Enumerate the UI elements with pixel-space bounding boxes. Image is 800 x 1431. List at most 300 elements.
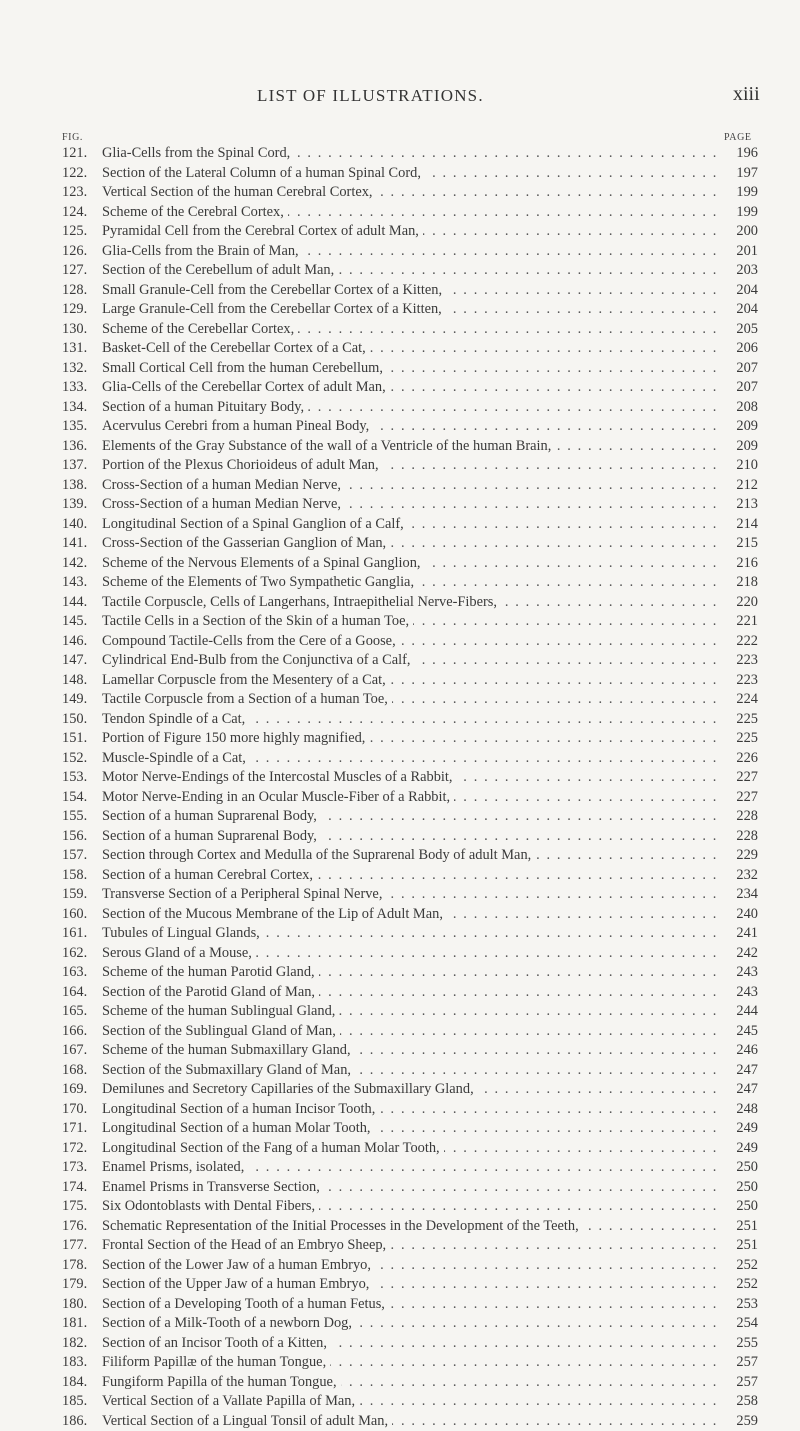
- list-item: [62, 788, 758, 808]
- figure-number: 183.: [62, 1353, 102, 1373]
- figure-page: 207: [724, 378, 758, 398]
- figure-caption-leader: [102, 378, 718, 398]
- figure-page: 244: [724, 1002, 758, 1022]
- figure-number: 140.: [62, 515, 102, 535]
- figure-caption: Section of a human Suprarenal Body,: [102, 808, 321, 824]
- figure-caption-leader: [102, 495, 718, 515]
- list-item: [62, 378, 758, 398]
- figure-caption-leader: [102, 573, 718, 593]
- figure-page: 228: [724, 827, 758, 847]
- figure-caption: Scheme of the human Parotid Gland,: [102, 964, 319, 980]
- figure-caption-leader: [102, 398, 718, 418]
- figure-number: 136.: [62, 437, 102, 457]
- figure-caption-leader: [102, 729, 718, 749]
- figure-page: 257: [724, 1353, 758, 1373]
- figure-caption: Section of a Milk-Tooth of a newborn Dog,: [102, 1315, 356, 1331]
- figure-caption: Tactile Corpuscle, Cells of Langerhans, Intraepithelial Nerve-Fibers,: [102, 594, 501, 610]
- figure-number: 184.: [62, 1373, 102, 1393]
- figure-caption-leader: [102, 963, 718, 983]
- figure-caption-leader: [102, 476, 718, 496]
- figure-number: 181.: [62, 1314, 102, 1334]
- list-item: [62, 612, 758, 632]
- list-item: [62, 281, 758, 301]
- figure-page: 214: [724, 515, 758, 535]
- figure-number: 124.: [62, 203, 102, 223]
- figure-caption: Longitudinal Section of a human Molar Tooth,: [102, 1120, 375, 1136]
- figure-caption: Section of the Mucous Membrane of the Lip of Adult Man,: [102, 906, 447, 922]
- figure-caption-leader: [102, 1178, 718, 1198]
- list-item: [62, 1178, 758, 1198]
- figure-number: 141.: [62, 534, 102, 554]
- figure-caption: Filiform Papillæ of the human Tongue,: [102, 1354, 330, 1370]
- figure-caption-leader: [102, 632, 718, 652]
- list-item: [62, 944, 758, 964]
- figure-number: 134.: [62, 398, 102, 418]
- figure-caption-leader: [102, 1275, 718, 1295]
- figure-caption: Tubules of Lingual Glands,: [102, 925, 264, 941]
- figure-caption-leader: [102, 515, 718, 535]
- figure-caption: Section through Cortex and Medulla of the Suprarenal Body of adult Man,: [102, 847, 535, 863]
- figure-page: 218: [724, 573, 758, 593]
- figure-number: 122.: [62, 164, 102, 184]
- figure-caption: Cross-Section of a human Median Nerve,: [102, 477, 345, 493]
- list-item: [62, 203, 758, 223]
- figure-caption: Elements of the Gray Substance of the wall of a Ventricle of the human Brain,: [102, 438, 555, 454]
- list-item: [62, 1275, 758, 1295]
- list-item: [62, 1041, 758, 1061]
- figure-page: 245: [724, 1022, 758, 1042]
- list-item: [62, 1295, 758, 1315]
- figure-caption: Enamel Prisms, isolated,: [102, 1159, 248, 1175]
- list-item: [62, 1256, 758, 1276]
- figure-page: 243: [724, 963, 758, 983]
- list-item: [62, 866, 758, 886]
- list-item: [62, 632, 758, 652]
- figure-page: 250: [724, 1197, 758, 1217]
- figure-number: 157.: [62, 846, 102, 866]
- figure-caption: Pyramidal Cell from the Cerebral Cortex of adult Man,: [102, 223, 423, 239]
- figure-page: 251: [724, 1236, 758, 1256]
- figure-number: 148.: [62, 671, 102, 691]
- figure-caption: Schematic Representation of the Initial Processes in the Development of the Teeth,: [102, 1218, 583, 1234]
- figure-number: 167.: [62, 1041, 102, 1061]
- figure-caption-leader: [102, 1353, 718, 1373]
- figure-caption: Lamellar Corpuscle from the Mesentery of a Cat,: [102, 672, 390, 688]
- figure-number: 179.: [62, 1275, 102, 1295]
- figure-caption: Large Granule-Cell from the Cerebellar Cortex of a Kitten,: [102, 301, 446, 317]
- figure-page: 208: [724, 398, 758, 418]
- figure-caption-leader: [102, 554, 718, 574]
- figure-number: 175.: [62, 1197, 102, 1217]
- figure-page: 221: [724, 612, 758, 632]
- figure-caption: Small Granule-Cell from the Cerebellar Cortex of a Kitten,: [102, 282, 446, 298]
- figure-caption: Tactile Cells in a Section of the Skin of a human Toe,: [102, 613, 413, 629]
- figure-number: 139.: [62, 495, 102, 515]
- figure-number: 185.: [62, 1392, 102, 1412]
- list-item: [62, 144, 758, 164]
- figure-page: 252: [724, 1275, 758, 1295]
- figure-number: 186.: [62, 1412, 102, 1431]
- figure-number: 162.: [62, 944, 102, 964]
- figure-caption-leader: [102, 300, 718, 320]
- list-item: [62, 242, 758, 262]
- figure-caption-leader: [102, 749, 718, 769]
- figure-caption: Vertical Section of a Vallate Papilla of Man,: [102, 1393, 359, 1409]
- figure-number: 131.: [62, 339, 102, 359]
- figure-caption: Cylindrical End-Bulb from the Conjunctiva of a Calf,: [102, 652, 415, 668]
- figure-caption-leader: [102, 1061, 718, 1081]
- figure-number: 146.: [62, 632, 102, 652]
- figure-number: 128.: [62, 281, 102, 301]
- figure-page: 255: [724, 1334, 758, 1354]
- figure-number: 151.: [62, 729, 102, 749]
- list-item: [62, 905, 758, 925]
- figure-caption: Glia-Cells from the Spinal Cord,: [102, 145, 294, 161]
- figure-caption: Longitudinal Section of the Fang of a human Molar Tooth,: [102, 1140, 444, 1156]
- list-item: [62, 983, 758, 1003]
- figure-caption-leader: [102, 905, 718, 925]
- figure-number: 155.: [62, 807, 102, 827]
- figure-caption-leader: [102, 222, 718, 242]
- figure-page: 251: [724, 1217, 758, 1237]
- figure-caption-leader: [102, 1197, 718, 1217]
- figure-number: 121.: [62, 144, 102, 164]
- figure-caption: Longitudinal Section of a Spinal Ganglion of a Calf,: [102, 516, 408, 532]
- list-item: [62, 768, 758, 788]
- figure-number: 135.: [62, 417, 102, 437]
- figure-page: 254: [724, 1314, 758, 1334]
- figure-caption-leader: [102, 866, 718, 886]
- figure-number: 182.: [62, 1334, 102, 1354]
- figure-caption: Basket-Cell of the Cerebellar Cortex of a Cat,: [102, 340, 370, 356]
- figure-caption-leader: [102, 827, 718, 847]
- figure-page: 250: [724, 1158, 758, 1178]
- figure-caption-leader: [102, 1295, 718, 1315]
- figure-caption-leader: [102, 1100, 718, 1120]
- figure-page: 199: [724, 203, 758, 223]
- figure-caption-leader: [102, 710, 718, 730]
- figure-caption-leader: [102, 417, 718, 437]
- figure-page: 204: [724, 300, 758, 320]
- figure-number: 125.: [62, 222, 102, 242]
- figure-caption: Section of the Sublingual Gland of Man,: [102, 1023, 340, 1039]
- figure-caption-leader: [102, 164, 718, 184]
- figure-caption-leader: [102, 593, 718, 613]
- figure-caption-leader: [102, 144, 718, 164]
- list-item: [62, 1392, 758, 1412]
- figure-caption: Serous Gland of a Mouse,: [102, 945, 256, 961]
- figure-number: 163.: [62, 963, 102, 983]
- figure-caption: Cross-Section of the Gasserian Ganglion of Man,: [102, 535, 390, 551]
- figure-page: 229: [724, 846, 758, 866]
- figure-page: 228: [724, 807, 758, 827]
- figure-page: 201: [724, 242, 758, 262]
- figure-page: 234: [724, 885, 758, 905]
- figure-caption: Longitudinal Section of a human Incisor Tooth,: [102, 1101, 379, 1117]
- list-item: [62, 1158, 758, 1178]
- figure-number: 144.: [62, 593, 102, 613]
- figure-number: 145.: [62, 612, 102, 632]
- figure-caption: Frontal Section of the Head of an Embryo Sheep,: [102, 1237, 390, 1253]
- figure-number: 166.: [62, 1022, 102, 1042]
- figure-caption-leader: [102, 671, 718, 691]
- list-item: [62, 300, 758, 320]
- figure-number: 180.: [62, 1295, 102, 1315]
- figure-number: 168.: [62, 1061, 102, 1081]
- list-item: [62, 476, 758, 496]
- figure-caption: Portion of the Plexus Chorioideus of adult Man,: [102, 457, 383, 473]
- list-item: [62, 398, 758, 418]
- figure-number: 137.: [62, 456, 102, 476]
- figure-page: 247: [724, 1061, 758, 1081]
- figure-caption: Section of the Lateral Column of a human Spinal Cord,: [102, 165, 425, 181]
- figure-caption-leader: [102, 1022, 718, 1042]
- list-item: [62, 534, 758, 554]
- figure-caption-leader: [102, 1217, 718, 1237]
- figure-number: 173.: [62, 1158, 102, 1178]
- figure-caption-leader: [102, 983, 718, 1003]
- figure-number: 153.: [62, 768, 102, 788]
- figure-caption-leader: [102, 320, 718, 340]
- figure-page: 209: [724, 437, 758, 457]
- list-item: [62, 164, 758, 184]
- figure-caption: Section of the Lower Jaw of a human Embryo,: [102, 1257, 375, 1273]
- figure-page: 213: [724, 495, 758, 515]
- page-column-label: PAGE: [724, 132, 752, 143]
- figure-page: 253: [724, 1295, 758, 1315]
- figure-page: 242: [724, 944, 758, 964]
- figure-caption-leader: [102, 788, 718, 808]
- figure-page: 205: [724, 320, 758, 340]
- figure-caption: Scheme of the Nervous Elements of a Spinal Ganglion,: [102, 555, 425, 571]
- figure-caption: Tactile Corpuscle from a Section of a human Toe,: [102, 691, 392, 707]
- figure-page: 241: [724, 924, 758, 944]
- figure-page: 199: [724, 183, 758, 203]
- figure-caption-leader: [102, 1412, 718, 1431]
- figure-number: 132.: [62, 359, 102, 379]
- figure-caption-leader: [102, 242, 718, 262]
- figure-caption: Motor Nerve-Ending in an Ocular Muscle-Fiber of a Rabbit,: [102, 789, 454, 805]
- figure-caption: Section of a human Cerebral Cortex,: [102, 867, 317, 883]
- figure-caption-leader: [102, 1139, 718, 1159]
- figure-page: 200: [724, 222, 758, 242]
- figure-page: 215: [724, 534, 758, 554]
- figure-page: 212: [724, 476, 758, 496]
- figure-caption: Vertical Section of a Lingual Tonsil of adult Man,: [102, 1413, 392, 1429]
- figure-caption-leader: [102, 924, 718, 944]
- list-item: [62, 885, 758, 905]
- figure-caption: Demilunes and Secretory Capillaries of the Submaxillary Gland,: [102, 1081, 478, 1097]
- figure-number: 126.: [62, 242, 102, 262]
- figure-caption-leader: [102, 1236, 718, 1256]
- figure-number: 178.: [62, 1256, 102, 1276]
- figure-number: 142.: [62, 554, 102, 574]
- list-item: [62, 963, 758, 983]
- figure-caption: Transverse Section of a Peripheral Spinal Nerve,: [102, 886, 386, 902]
- figure-page: 196: [724, 144, 758, 164]
- list-item: [62, 710, 758, 730]
- list-item: [62, 651, 758, 671]
- figure-caption: Cross-Section of a human Median Nerve,: [102, 496, 345, 512]
- list-item: [62, 339, 758, 359]
- figure-caption-leader: [102, 1373, 718, 1393]
- figure-number: 147.: [62, 651, 102, 671]
- figure-caption: Acervulus Cerebri from a human Pineal Body,: [102, 418, 373, 434]
- figure-caption-leader: [102, 359, 718, 379]
- list-item: [62, 1119, 758, 1139]
- figure-number: 171.: [62, 1119, 102, 1139]
- figure-page: 216: [724, 554, 758, 574]
- figure-number: 133.: [62, 378, 102, 398]
- figure-caption-leader: [102, 1119, 718, 1139]
- figure-page: 246: [724, 1041, 758, 1061]
- figure-page: 248: [724, 1100, 758, 1120]
- page-number: xiii: [733, 83, 760, 106]
- list-item: [62, 417, 758, 437]
- figure-number: 164.: [62, 983, 102, 1003]
- list-item: [62, 222, 758, 242]
- figure-caption: Section of a human Pituitary Body,: [102, 399, 308, 415]
- figure-caption-leader: [102, 768, 718, 788]
- figure-caption: Small Cortical Cell from the human Cerebellum,: [102, 360, 387, 376]
- figure-page: 250: [724, 1178, 758, 1198]
- figure-caption: Tendon Spindle of a Cat,: [102, 711, 249, 727]
- figure-caption: Section of the Cerebellum of adult Man,: [102, 262, 338, 278]
- list-item: [62, 749, 758, 769]
- figure-number: 159.: [62, 885, 102, 905]
- figure-number: 174.: [62, 1178, 102, 1198]
- figure-caption: Six Odontoblasts with Dental Fibers,: [102, 1198, 319, 1214]
- figure-number: 143.: [62, 573, 102, 593]
- list-item: [62, 593, 758, 613]
- figure-page: 224: [724, 690, 758, 710]
- list-item: [62, 1353, 758, 1373]
- figure-page: 197: [724, 164, 758, 184]
- list-item: [62, 183, 758, 203]
- figure-number: 158.: [62, 866, 102, 886]
- figure-caption-leader: [102, 1080, 718, 1100]
- list-item: [62, 807, 758, 827]
- figure-page: 243: [724, 983, 758, 1003]
- figure-caption: Section of the Upper Jaw of a human Embryo,: [102, 1276, 373, 1292]
- list-item: [62, 1412, 758, 1431]
- figure-caption-leader: [102, 281, 718, 301]
- list-item: [62, 359, 758, 379]
- figure-number: 170.: [62, 1100, 102, 1120]
- figure-number: 130.: [62, 320, 102, 340]
- figure-caption-leader: [102, 807, 718, 827]
- list-item: [62, 456, 758, 476]
- figure-number: 172.: [62, 1139, 102, 1159]
- page-header: [0, 86, 800, 110]
- figure-caption-leader: [102, 261, 718, 281]
- figure-caption: Glia-Cells of the Cerebellar Cortex of adult Man,: [102, 379, 390, 395]
- figure-caption-leader: [102, 437, 718, 457]
- figure-caption: Scheme of the Elements of Two Sympathetic Ganglia,: [102, 574, 418, 590]
- list-item: [62, 1373, 758, 1393]
- illustration-list: [62, 144, 758, 1431]
- figure-caption-leader: [102, 183, 718, 203]
- figure-page: 209: [724, 417, 758, 437]
- figure-number: 176.: [62, 1217, 102, 1237]
- figure-page: 252: [724, 1256, 758, 1276]
- figure-page: 223: [724, 651, 758, 671]
- figure-caption-leader: [102, 1314, 718, 1334]
- figure-caption-leader: [102, 1256, 718, 1276]
- figure-caption-leader: [102, 534, 718, 554]
- list-item: [62, 573, 758, 593]
- figure-number: 149.: [62, 690, 102, 710]
- figure-number: 138.: [62, 476, 102, 496]
- figure-page: 258: [724, 1392, 758, 1412]
- figure-page: 206: [724, 339, 758, 359]
- figure-caption-leader: [102, 612, 718, 632]
- list-item: [62, 495, 758, 515]
- figure-caption: Scheme of the human Submaxillary Gland,: [102, 1042, 355, 1058]
- figure-number: 150.: [62, 710, 102, 730]
- list-item: [62, 261, 758, 281]
- figure-caption-leader: [102, 944, 718, 964]
- figure-caption-leader: [102, 1334, 718, 1354]
- figure-page: 210: [724, 456, 758, 476]
- list-item: [62, 690, 758, 710]
- list-item: [62, 1100, 758, 1120]
- figure-number: 160.: [62, 905, 102, 925]
- list-item: [62, 1197, 758, 1217]
- figure-number: 165.: [62, 1002, 102, 1022]
- figure-page: 220: [724, 593, 758, 613]
- list-item: [62, 1022, 758, 1042]
- figure-page: 259: [724, 1412, 758, 1431]
- figure-caption: Vertical Section of the human Cerebral Cortex,: [102, 184, 377, 200]
- figure-number: 156.: [62, 827, 102, 847]
- list-item: [62, 1002, 758, 1022]
- figure-caption: Section of the Parotid Gland of Man,: [102, 984, 319, 1000]
- list-item: [62, 1080, 758, 1100]
- page-title: LIST OF ILLUSTRATIONS.: [257, 86, 484, 106]
- figure-caption: Section of a human Suprarenal Body,: [102, 828, 321, 844]
- figure-number: 154.: [62, 788, 102, 808]
- figure-number: 152.: [62, 749, 102, 769]
- figure-page: 226: [724, 749, 758, 769]
- list-item: [62, 1236, 758, 1256]
- figure-caption-leader: [102, 690, 718, 710]
- figure-page: 204: [724, 281, 758, 301]
- figure-caption-leader: [102, 1041, 718, 1061]
- figure-number: 123.: [62, 183, 102, 203]
- fig-column-label: FIG.: [62, 132, 83, 143]
- list-item: [62, 437, 758, 457]
- figure-page: 240: [724, 905, 758, 925]
- list-item: [62, 1334, 758, 1354]
- list-item: [62, 827, 758, 847]
- figure-page: 225: [724, 729, 758, 749]
- figure-page: 203: [724, 261, 758, 281]
- list-item: [62, 515, 758, 535]
- figure-page: 249: [724, 1139, 758, 1159]
- figure-page: 257: [724, 1373, 758, 1393]
- list-item: [62, 320, 758, 340]
- list-item: [62, 1139, 758, 1159]
- figure-caption: Scheme of the human Sublingual Gland,: [102, 1003, 339, 1019]
- figure-page: 249: [724, 1119, 758, 1139]
- figure-caption: Compound Tactile-Cells from the Cere of a Goose,: [102, 633, 400, 649]
- list-item: [62, 924, 758, 944]
- figure-caption-leader: [102, 339, 718, 359]
- figure-caption: Section of the Submaxillary Gland of Man,: [102, 1062, 355, 1078]
- figure-caption-leader: [102, 885, 718, 905]
- figure-caption: Motor Nerve-Endings of the Intercostal Muscles of a Rabbit,: [102, 769, 456, 785]
